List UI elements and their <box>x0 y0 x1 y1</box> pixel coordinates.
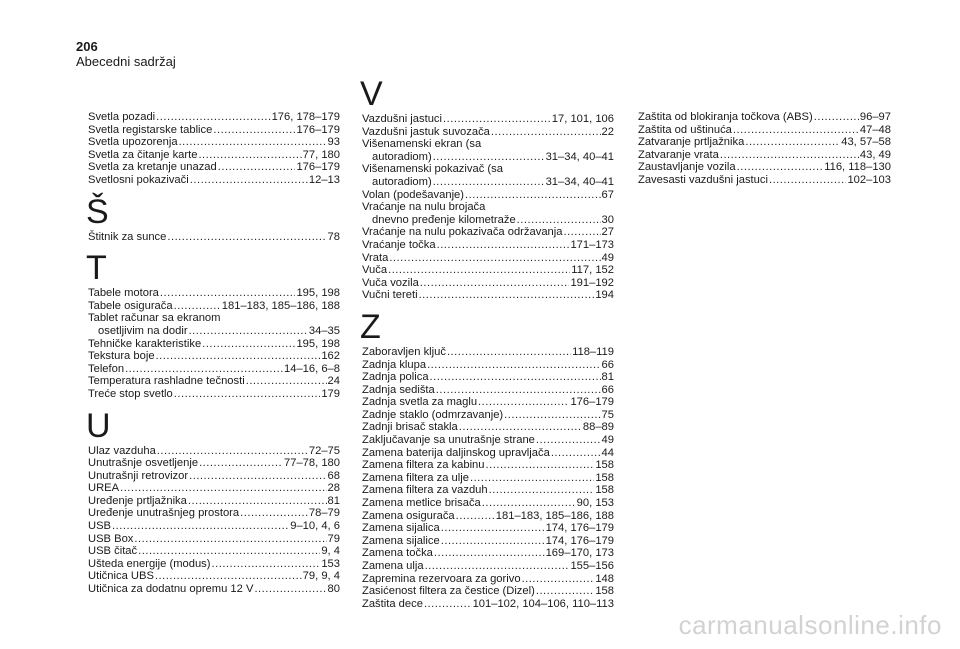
index-entry <box>88 375 340 388</box>
index-entry <box>88 482 340 495</box>
index-entry-text: Svetla pozadi <box>88 111 156 123</box>
dot-leader <box>456 510 495 523</box>
index-entry-pages: 31–34, 40–41 <box>545 150 614 163</box>
dot-leader <box>491 126 601 139</box>
dot-leader <box>427 359 600 372</box>
index-entry-text: Uređenje prtljažnika <box>88 494 187 507</box>
index-entry-text: Vučni tereti <box>362 289 418 302</box>
index-entry-pages: 28 <box>327 482 340 495</box>
index-entry-pages: 117, 152 <box>571 264 614 277</box>
index-entry-pages: 49 <box>601 434 614 447</box>
index-entry-pages: 191–192 <box>570 276 614 289</box>
dot-leader <box>720 149 859 162</box>
index-entry-pages: 195, 198 <box>296 337 340 350</box>
index-entry <box>88 312 340 325</box>
index-entry <box>88 583 340 596</box>
index-entry <box>362 264 614 277</box>
index-group <box>362 77 614 302</box>
index-entry <box>362 346 614 359</box>
index-entry-text: USB čitač <box>88 545 138 558</box>
index-entry <box>88 231 340 244</box>
index-entry <box>88 457 340 470</box>
index-entry-text: USB Box <box>88 532 134 545</box>
index-entry <box>88 161 340 174</box>
index-entry-pages: 158 <box>595 459 614 472</box>
index-entry <box>88 520 340 533</box>
dot-leader <box>167 231 326 244</box>
dot-leader <box>189 470 326 483</box>
index-entry-pages: 14–16, 6–8 <box>284 362 340 375</box>
dot-leader <box>389 252 600 265</box>
index-entry-text: Vuča vozila <box>362 276 419 289</box>
index-group <box>86 406 340 596</box>
index-entry <box>362 421 614 434</box>
index-entry-text: Zamena metlice brisača <box>362 497 481 510</box>
index-entry <box>362 126 614 139</box>
index-entry-pages: 66 <box>601 358 614 371</box>
index-entry-text: Zamena sijalice <box>362 534 440 547</box>
index-entry-pages: 176–179 <box>296 123 340 136</box>
index-entry-pages: 31–34, 40–41 <box>545 175 614 188</box>
dot-leader <box>213 124 295 137</box>
index-entry-text: Svetla registarske tablice <box>88 123 213 136</box>
index-entry-pages: 90, 153 <box>576 497 614 510</box>
dot-leader <box>160 287 296 300</box>
index-entry-pages: 155–156 <box>570 560 614 572</box>
index-entry-text: Vraćanje točka <box>362 238 436 251</box>
index-group <box>88 111 340 187</box>
dot-leader <box>218 161 296 174</box>
index-entry-text: Zasićenost filtera za čestice (Dizel) <box>362 585 535 598</box>
dot-leader <box>459 421 582 434</box>
index-entry <box>362 522 614 535</box>
dot-leader <box>814 111 859 124</box>
dot-leader <box>733 124 859 137</box>
index-entry-pages: 9–10, 4, 6 <box>290 520 340 533</box>
index-entry-text: Volan (podešavanje) <box>362 188 465 201</box>
index-entry-text: Zadnje staklo (odmrzavanje) <box>362 408 504 421</box>
dot-leader <box>437 239 570 252</box>
index-entry-pages: 79, 9, 4 <box>302 570 340 583</box>
dot-leader <box>769 174 846 187</box>
index-entry <box>362 113 614 126</box>
index-entry <box>362 151 614 164</box>
index-entry-text: Zaštita od uštinuća <box>638 123 732 136</box>
dot-leader <box>212 558 321 571</box>
index-entry-pages: 176–179 <box>296 161 340 174</box>
index-entry <box>362 472 614 485</box>
dot-leader <box>441 522 545 535</box>
index-entry-text: Svetla za kretanje unazad <box>88 161 217 174</box>
index-entry-pages: 174, 176–179 <box>545 534 614 547</box>
index-entry <box>362 163 614 176</box>
index-entry-text: osetljivim na dodir <box>98 324 188 337</box>
index-entry <box>362 547 614 560</box>
index-entry-text: autoradiom) <box>372 175 432 188</box>
index-entry-pages: 176, 178–179 <box>271 111 340 123</box>
index-entry-pages: 43, 57–58 <box>841 136 891 149</box>
index-entry-text: Utičnica UBS <box>88 570 154 583</box>
index-entry-pages: 158 <box>595 585 614 598</box>
index-entry <box>88 136 340 149</box>
index-entry-pages: 162 <box>321 350 340 363</box>
dot-leader <box>517 214 601 227</box>
dot-leader <box>433 151 545 164</box>
index-entry-pages: 78 <box>327 230 340 243</box>
dot-leader <box>433 176 545 189</box>
index-entry <box>88 111 340 124</box>
index-entry-text: Utičnica za dodatnu opremu 12 V <box>88 583 254 596</box>
index-entry-text: Tehničke karakteristike <box>88 337 202 350</box>
index-entry <box>88 124 340 137</box>
index-entry-text: Tekstura boje <box>88 350 155 363</box>
dot-leader <box>434 547 545 560</box>
index-entry <box>88 558 340 571</box>
index-entry-text: Vazdušni jastuci <box>362 113 443 125</box>
index-entry <box>88 445 340 458</box>
index-entry-pages: 68 <box>327 469 340 482</box>
index-entry-text: Zamena filtera za vazduh <box>362 484 488 497</box>
index-entry-pages: 77, 180 <box>302 148 340 161</box>
index-entry-text: Višenamenski pokazivač (sa <box>362 163 503 176</box>
index-entry-text: Svetla za čitanje karte <box>88 148 198 161</box>
index-entry-pages: 176–179 <box>570 396 614 409</box>
index-entry <box>362 484 614 497</box>
index-entry-text: Zaključavanje sa unutrašnje strane <box>362 434 535 447</box>
dot-leader <box>486 459 595 472</box>
index-entry-text: Zaštita dece <box>362 597 423 610</box>
index-entry <box>88 287 340 300</box>
dot-leader <box>156 350 321 363</box>
index-entry-pages: 80 <box>327 583 340 596</box>
index-entry <box>362 598 614 611</box>
dot-leader <box>430 371 601 384</box>
index-entry-pages: 9, 4 <box>321 545 340 558</box>
index-group <box>86 192 340 244</box>
index-entry-text: Uređenje unutrašnjeg prostora <box>88 507 240 520</box>
index-entry <box>362 289 614 302</box>
index-entry <box>638 161 891 174</box>
dot-leader <box>254 583 326 596</box>
index-entry-pages: 118–119 <box>572 345 614 358</box>
index-entry-pages: 27 <box>601 226 614 239</box>
dot-leader <box>157 445 308 458</box>
index-entry-text: Zatvaranje prtljažnika <box>638 136 745 149</box>
index-entry-pages: 88–89 <box>582 421 614 434</box>
index-entry-pages: 101–102, 104–106, 110–113 <box>472 597 614 610</box>
index-entry-text: Zamena točka <box>362 547 433 560</box>
index-entry <box>362 176 614 189</box>
index-entry-pages: 116, 118–130 <box>824 161 891 174</box>
index-entry-pages: 174, 176–179 <box>545 522 614 535</box>
index-entry <box>362 573 614 586</box>
index-entry <box>362 560 614 573</box>
index-group <box>638 111 891 187</box>
index-entry <box>88 495 340 508</box>
index-entry-pages: 93 <box>327 136 340 149</box>
index-group <box>88 251 340 400</box>
index-entry <box>362 277 614 290</box>
index-entry-pages: 194 <box>595 289 614 302</box>
dot-leader <box>240 507 308 520</box>
index-entry-text: dnevno pređenje kilometraže <box>372 213 516 226</box>
dot-leader <box>563 226 600 239</box>
index-entry-pages: 158 <box>595 484 614 497</box>
dot-leader <box>522 573 595 586</box>
index-entry-pages: 47–48 <box>859 123 891 136</box>
index-entry-pages: 96–97 <box>859 111 891 123</box>
index-entry-pages: 67 <box>601 188 614 201</box>
index-entry <box>362 214 614 227</box>
index-entry <box>362 201 614 214</box>
index-entry-text: Štitnik za sunce <box>88 230 167 243</box>
index-entry-pages: 17, 101, 106 <box>551 113 614 125</box>
dot-leader <box>125 363 283 376</box>
index-entry-text: Zaštita od blokiranja točkova (ABS) <box>638 111 813 123</box>
dot-leader <box>478 396 569 409</box>
index-entry-pages: 24 <box>327 375 340 388</box>
index-entry <box>88 470 340 483</box>
index-entry-text: Vuča <box>362 264 388 277</box>
index-entry-text: Temperatura rashladne tečnosti <box>88 375 245 388</box>
dot-leader <box>188 495 327 508</box>
index-entry-pages: 34–35 <box>308 324 340 337</box>
index-entry-pages: 148 <box>595 572 614 585</box>
index-entry-text: Zavesasti vazdušni jastuci <box>638 173 768 186</box>
dot-leader <box>155 570 302 583</box>
index-entry <box>362 239 614 252</box>
index-entry-pages: 12–13 <box>308 173 340 186</box>
index-entry <box>88 149 340 162</box>
index-entry <box>88 570 340 583</box>
dot-leader <box>199 457 283 470</box>
index-entry-text: Ušteda energije (modus) <box>88 557 211 570</box>
dot-leader <box>745 136 840 149</box>
index-entry-pages: 79 <box>327 532 340 545</box>
index-entry-pages: 171–173 <box>570 238 614 251</box>
index-entry <box>638 124 891 137</box>
index-entry <box>362 252 614 265</box>
index-entry <box>362 138 614 151</box>
index-entry-text: Zamena ulja <box>362 560 424 572</box>
index-entry-pages: 153 <box>321 557 340 570</box>
index-entry <box>88 388 340 401</box>
index-entry-text: Vraćanje na nulu pokazivača održavanja <box>362 226 563 239</box>
index-entry <box>88 533 340 546</box>
index-entry <box>362 510 614 523</box>
dot-leader <box>470 472 594 485</box>
index-entry-text: Zamena sijalica <box>362 522 440 535</box>
index-entry <box>638 174 891 187</box>
index-entry <box>638 149 891 162</box>
index-entry <box>362 535 614 548</box>
dot-leader <box>551 447 601 460</box>
index-entry-text: Zamena filtera za kabinu <box>362 459 485 472</box>
index-letter-heading: T <box>86 249 107 288</box>
index-entry-text: Svetla upozorenja <box>88 136 178 149</box>
index-entry-text: Tablet računar sa ekranom <box>88 312 221 325</box>
index-entry-pages: 179 <box>321 387 340 400</box>
index-entry <box>362 459 614 472</box>
index-entry <box>88 325 340 338</box>
index-entry-text: Višenamenski ekran (sa <box>362 138 482 151</box>
index-entry-pages: 181–183, 185–186, 188 <box>495 509 614 522</box>
index-entry <box>362 409 614 422</box>
index-entry-text: Telefon <box>88 362 125 375</box>
dot-leader <box>138 545 320 558</box>
dot-leader <box>198 149 301 162</box>
dot-leader <box>482 497 576 510</box>
index-entry-text: Tabele osigurača <box>88 299 173 312</box>
index-entry-pages: 30 <box>601 213 614 226</box>
index-entry-pages: 43, 49 <box>859 148 891 161</box>
index-entry-pages: 44 <box>601 446 614 459</box>
dot-leader <box>174 300 221 313</box>
index-entry <box>362 497 614 510</box>
dot-leader <box>189 325 308 338</box>
dot-leader <box>156 111 270 124</box>
index-entry <box>362 226 614 239</box>
index-entry-text: Zaboravljen ključ <box>362 345 446 358</box>
index-entry-text: Zapremina rezervoara za gorivo <box>362 572 521 585</box>
index-letter-heading: U <box>86 406 111 445</box>
index-entry-pages: 158 <box>595 471 614 484</box>
index-entry-pages: 81 <box>327 494 340 507</box>
index-entry <box>88 363 340 376</box>
index-entry <box>362 359 614 372</box>
dot-leader <box>388 264 570 277</box>
index-entry-text: Zamena baterija daljinskog upravljača <box>362 446 550 459</box>
index-entry <box>88 300 340 313</box>
dot-leader <box>246 375 327 388</box>
index-entry-pages: 49 <box>601 251 614 264</box>
dot-leader <box>120 482 326 495</box>
index-entry-text: Zamena osigurača <box>362 509 455 522</box>
index-entry-text: Zadnja sedišta <box>362 383 435 396</box>
index-entry-pages: 102–103 <box>847 173 891 186</box>
dot-leader <box>179 136 327 149</box>
index-entry-pages: 195, 198 <box>296 287 340 300</box>
dot-leader <box>424 598 472 611</box>
index-entry <box>88 338 340 351</box>
dot-leader <box>441 535 545 548</box>
index-entry <box>638 136 891 149</box>
index-entry-pages: 72–75 <box>308 444 340 457</box>
index-letter-heading: V <box>360 75 383 113</box>
dot-leader <box>420 277 570 290</box>
index-entry-pages: 75 <box>601 408 614 421</box>
index-entry <box>362 585 614 598</box>
dot-leader <box>465 189 601 202</box>
index-entry-text: USB <box>88 520 112 533</box>
index-entry-text: Zadnja polica <box>362 371 429 384</box>
index-entry-text: Ulaz vazduha <box>88 444 156 457</box>
dot-leader <box>202 338 295 351</box>
dot-leader <box>536 585 594 598</box>
index-entry-text: Zadnji brisač stakla <box>362 421 458 434</box>
index-column-2 <box>362 77 614 610</box>
index-entry-text: UREA <box>88 482 120 495</box>
index-entry <box>362 371 614 384</box>
dot-leader <box>134 533 326 546</box>
index-entry <box>362 447 614 460</box>
index-entry-text: Unutrašnji retrovizor <box>88 469 189 482</box>
index-entry <box>362 396 614 409</box>
dot-leader <box>443 113 551 126</box>
dot-leader <box>737 161 824 174</box>
index-entry-text: Vraćanje na nulu brojača <box>362 201 486 214</box>
index-entry-pages: 66 <box>601 383 614 396</box>
watermark: carmanualsonline.info <box>678 610 942 640</box>
index-entry <box>362 189 614 202</box>
index-entry-pages: 169–170, 173 <box>545 547 614 560</box>
dot-leader <box>174 388 321 401</box>
dot-leader <box>436 384 601 397</box>
index-column-1 <box>88 111 340 596</box>
index-entry-text: Zadnja klupa <box>362 358 427 371</box>
index-entry-text: Vazdušni jastuk suvozača <box>362 125 490 138</box>
index-entry-text: Treće stop svetlo <box>88 387 173 400</box>
dot-leader <box>504 409 600 422</box>
index-entry-pages: 181–183, 185–186, 188 <box>221 299 340 312</box>
index-entry-text: Unutrašnje osvetljenje <box>88 457 199 470</box>
index-entry <box>88 507 340 520</box>
dot-leader <box>447 346 571 359</box>
index-entry-text: Zatvaranje vrata <box>638 148 719 161</box>
dot-leader <box>112 520 289 533</box>
index-entry-text: Zaustavljanje vozila <box>638 161 736 174</box>
index-entry-text: Tabele motora <box>88 287 159 300</box>
index-entry-pages: 77–78, 180 <box>284 457 340 470</box>
index-entry <box>638 111 891 124</box>
index-letter-heading: Š <box>86 192 109 231</box>
index-entry <box>88 174 340 187</box>
index-entry-text: Zadnja svetla za maglu <box>362 396 478 409</box>
section-title: Abecedni sadržaj <box>76 54 176 69</box>
index-entry <box>362 434 614 447</box>
index-column-3 <box>638 111 891 187</box>
index-group <box>360 307 614 610</box>
dot-leader <box>536 434 601 447</box>
dot-leader <box>425 560 570 573</box>
index-entry-text: Vrata <box>362 251 389 264</box>
dot-leader <box>419 289 595 302</box>
index-entry-text: Svetlosni pokazivači <box>88 173 189 186</box>
index-entry <box>88 545 340 558</box>
index-entry-pages: 78–79 <box>308 507 340 520</box>
page-header <box>76 40 176 69</box>
index-entry-text: Zamena filtera za ulje <box>362 471 469 484</box>
index-entry <box>88 350 340 363</box>
index-entry-text: autoradiom) <box>372 150 432 163</box>
index-letter-heading: Z <box>360 307 381 346</box>
index-entry-pages: 22 <box>601 125 614 138</box>
dot-leader <box>489 484 595 497</box>
dot-leader <box>190 174 308 187</box>
index-entry-pages: 81 <box>601 371 614 384</box>
index-entry <box>362 384 614 397</box>
page-number: 206 <box>76 39 98 54</box>
